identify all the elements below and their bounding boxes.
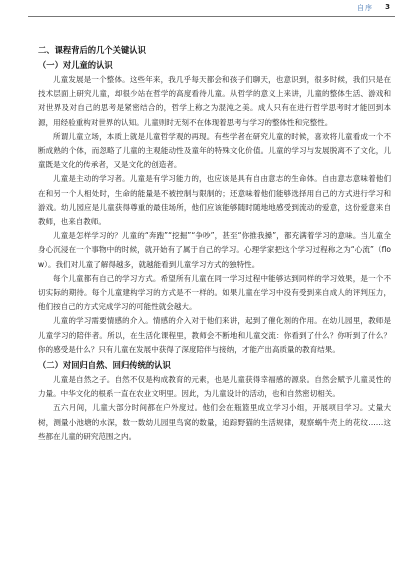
- section-heading: 二、课程背后的几个关键认识: [38, 45, 146, 55]
- page-header: [0, 0, 417, 18]
- paragraph: 每个儿童都有自己的学习方式。希望所有儿童在同一学习过程中能够达到同样的学习效果，是一个不切实际的期待。每个儿童建构学习的方式是不一样的。如果儿童在学习中没有受到来自成人的评判压力，他们按自己的方式完成学习的可能性就会越大。: [38, 273, 391, 312]
- paragraph: 儿童发展是一个整体。这些年来，我几乎每天都会和孩子们聊天，也意识到，很多时候，我们只是在技术层面上研究儿童，却很少站在哲学的高度看待儿童。从哲学的意义上来讲，儿童的整体生活、游戏和对世界及对自己的思考是紧密结合的，哲学上称之为混沌之美。成人只有在进行哲学思考时才能回到本源，用经验重构对世界的认知。儿童则时无刻不在体现着思考与学习的整体性和完整性。: [38, 75, 391, 127]
- paragraph: 儿童是主动的学习者。儿童是有学习能力的，也应该是具有自由意志的生命体。自由意志意味着他们在和另一个人相处时，生命的能量是不被控制与限制的；还意味着他们能够选择用自己的方式进行学习和游戏。幼儿园应是儿童获得尊重的最佳场所，他们应该能够随时随地地感受到流动的爱意，这份爱意来自教师，也来自教师。: [38, 174, 391, 227]
- running-head-section: 自序: [357, 4, 373, 12]
- paragraph: 五六月间，儿童大部分时间都在户外度过。他们会在瓶篮里成立学习小组，开展项目学习。丈量大树，测量小池塘的水深，数一数幼儿园里鸟窝的数量，追踪野猫的生活规律，观察蜗牛壳上的花纹……这些都在儿童的研究范围之内。: [38, 403, 391, 441]
- page-number: 3: [385, 3, 391, 11]
- paragraph: 儿童是自然之子。自然不仅是构成教育的元素，也是儿童获得幸福感的源泉。自然会赋予儿童灵性的力量。中华文化的根系一直在农业文明里。因此，为儿童设计的活动，也和自然密切相关。: [38, 375, 391, 399]
- paragraph: 儿童的学习需要情感的介入。情感的介入对于他们来讲，起到了催化剂的作用。在幼儿园里，教师是儿童学习的陪伴者。所以，在生活化课程里，教师会不断地和儿童交流：你看到了什么？你听到了什么？你的感受是什么？只有儿童在发展中获得了深度陪伴与接纳，才能产出高质量的教育结果。: [38, 316, 391, 354]
- header-divider: [28, 16, 395, 17]
- paragraph: 所谓儿童立场，本质上就是儿童哲学观的再现。有些学者在研究儿童的时候，喜欢将儿童看成一个不断成熟的个体，而忽略了儿童的主观能动性及童年的特殊文化价值。儿童的学习与发展脱离不了文化，儿童既是文化的传承者，又是文化的创造者。: [38, 131, 391, 170]
- subsection-heading-children: （一）对儿童的认识: [38, 60, 113, 70]
- subsection-heading-nature: （二）对回归自然、回归传统的认识: [38, 360, 171, 371]
- main-content: [38, 44, 391, 444]
- paragraph: 儿童是怎样学习的？儿童的“奔跑”“挖掘”“争吵”，甚至“你推我搡”，都充满着学习的意味。当儿童全身心沉浸在一个事物中的时候，就开始有了属于自己的学习。心理学家把这个学习过程称之为“心流”（flow）。我们对儿童了解得越多，就越能看到儿童学习方式的独特性。: [38, 231, 391, 269]
